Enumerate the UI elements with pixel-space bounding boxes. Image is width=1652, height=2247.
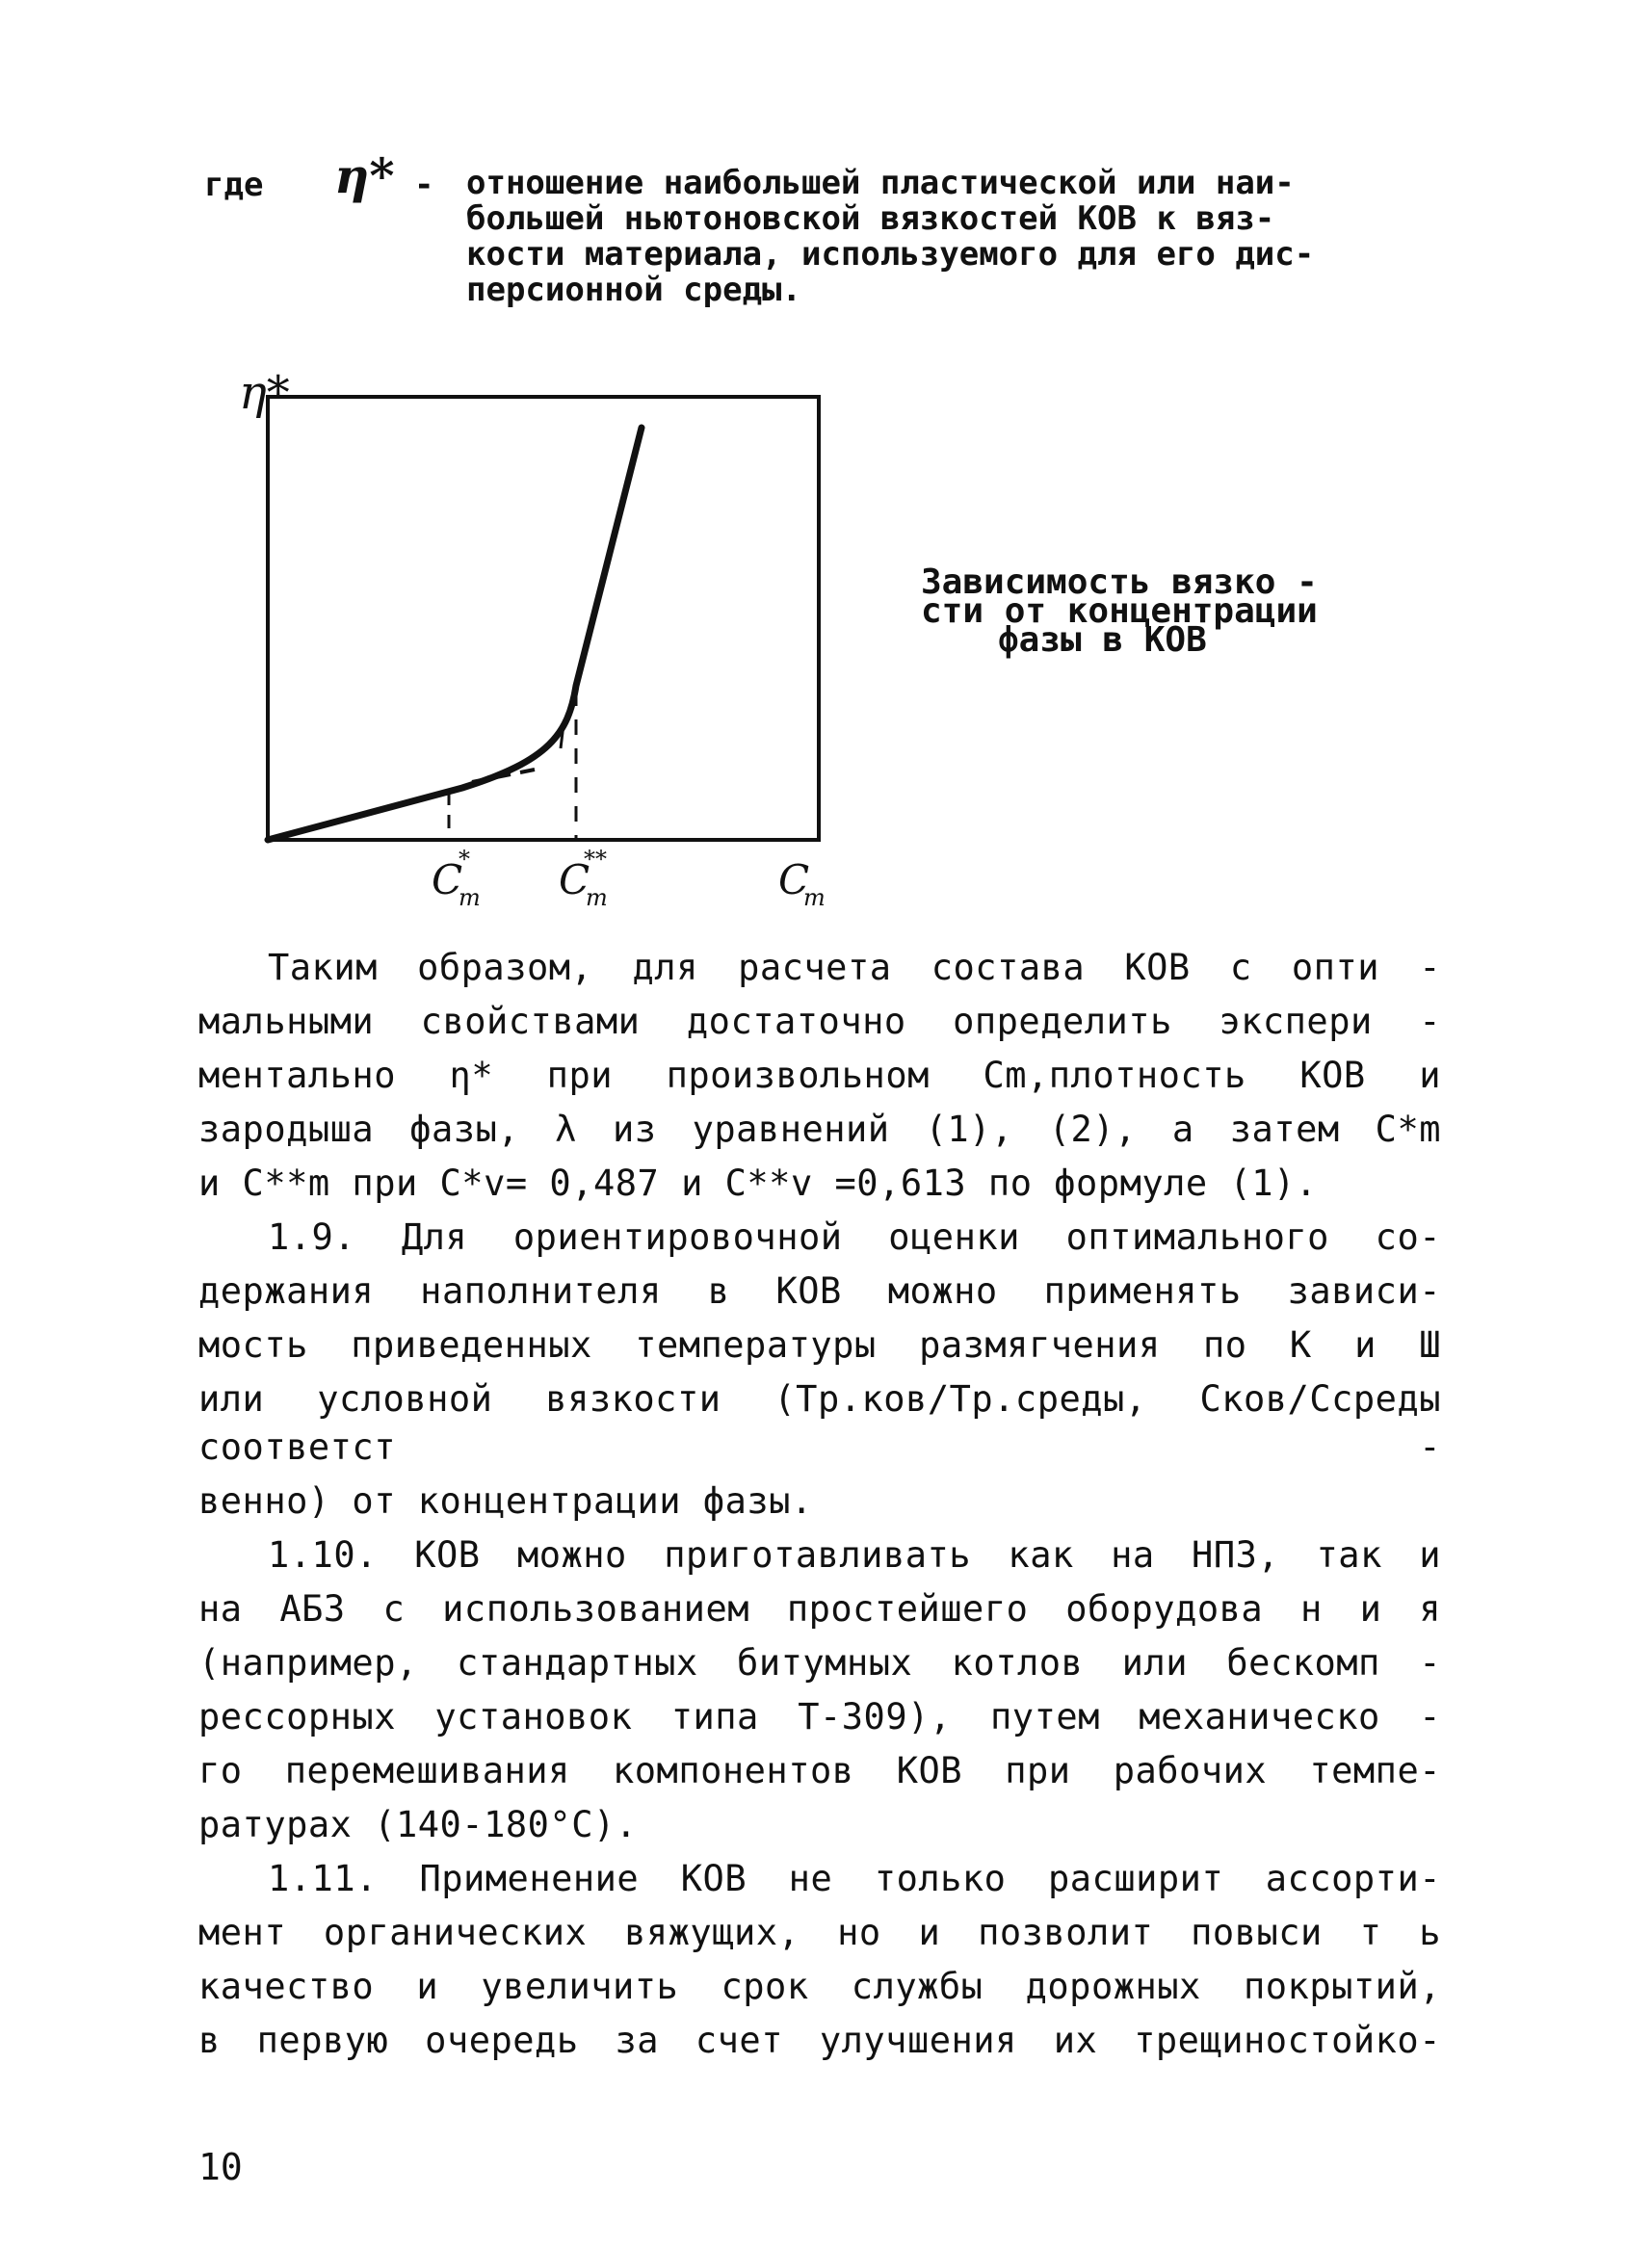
tick-c-m-double-star: C (559, 856, 590, 903)
text-line: ратурах (140-180°С). (198, 1804, 638, 1845)
text-line: и C**m при C*v= 0,487 и C**v =0,613 по формуле (1). (198, 1163, 1318, 1204)
figure-caption (921, 562, 1318, 660)
graph-frame (268, 397, 819, 840)
text-line: зародыша фазы, λ из уравнений (1), (2), а затем C*m (198, 1109, 1441, 1150)
tick-c-m-star: C (432, 856, 463, 903)
definition-line: персионной среды. (466, 271, 801, 309)
text-line: рессорных установок типа Т-309), путем механическо - (198, 1696, 1441, 1738)
definition-line: кости материала, используемого для его дис- (466, 235, 1315, 274)
tick-c-m-double-star-sup: ** (584, 846, 607, 873)
text-line: 1.11. Применение КОВ не только расширит ассорти- (268, 1858, 1441, 1899)
text-line: качество и увеличить срок службы дорожных покрытий, (198, 1966, 1441, 2007)
text-line: Таким образом, для расчета состава КОВ с опти - (268, 947, 1441, 988)
tangent-extension (520, 770, 535, 772)
definition-label: где (204, 166, 264, 204)
text-line: держания наполнителя в КОВ можно применять зависи- (198, 1270, 1441, 1312)
viscosity-graph (231, 358, 867, 936)
body-text (198, 944, 1441, 2071)
text-line: на АБЗ с использованием простейшего оборудова н и я (198, 1588, 1441, 1630)
definition-line: большей ньютоновской вязкостей КОВ к вяз- (466, 199, 1275, 238)
text-line: 1.9. Для ориентировочной оценки оптимального со- (268, 1216, 1441, 1258)
paragraph-1-10 (198, 1531, 1441, 1849)
tick-c-m-star-sup: * (459, 846, 470, 873)
text-line: ментально η* при произвольном Cm,плотность КОВ и (198, 1055, 1441, 1096)
text-line: или условной вязкости (Tр.ков/Tр.среды, Cков/Cсреды соответст - (198, 1378, 1441, 1468)
x-axis-label-sub: m (803, 884, 826, 911)
caption-line: Зависимость вязко - (921, 562, 1318, 602)
text-line: го перемешивания компонентов КОВ при рабочих темпе- (198, 1750, 1441, 1791)
text-line: 1.10. КОВ можно приготавливать как на НПЗ, так и (268, 1534, 1441, 1576)
definition-dash: - (414, 166, 434, 204)
tick-c-m-star-sub: m (459, 884, 481, 911)
page-number: 10 (198, 2146, 243, 2188)
eta-star-symbol: η* (334, 147, 395, 204)
viscosity-curve (268, 428, 642, 840)
text-line: венно) от концентрации фазы. (198, 1480, 813, 1522)
text-line: мость приведенных температуры размягчения по К и Ш (198, 1324, 1441, 1366)
paragraph-conclusion (198, 944, 1441, 1208)
text-line: в первую очередь за счет улучшения их трещиностойко- (198, 2020, 1441, 2061)
text-line: мальными свойствами достаточно определить экспери - (198, 1001, 1441, 1042)
caption-line: фазы в КОВ (998, 620, 1207, 660)
text-line: (например, стандартных битумных котлов или бескомп - (198, 1642, 1441, 1684)
caption-line: сти от концентрации (921, 591, 1318, 631)
definition-line: отношение наибольшей пластической или наи- (466, 164, 1295, 202)
tick-c-m-double-star-sub: m (586, 884, 608, 911)
definition-text (466, 166, 1420, 308)
x-axis-label: C (778, 856, 810, 903)
y-axis-label: η* (239, 366, 290, 420)
paragraph-1-11 (198, 1855, 1441, 2065)
text-line: мент органических вяжущих, но и позволит повыси т ь (198, 1912, 1441, 1953)
paragraph-1-9 (198, 1214, 1441, 1526)
graph-svg (231, 358, 867, 936)
